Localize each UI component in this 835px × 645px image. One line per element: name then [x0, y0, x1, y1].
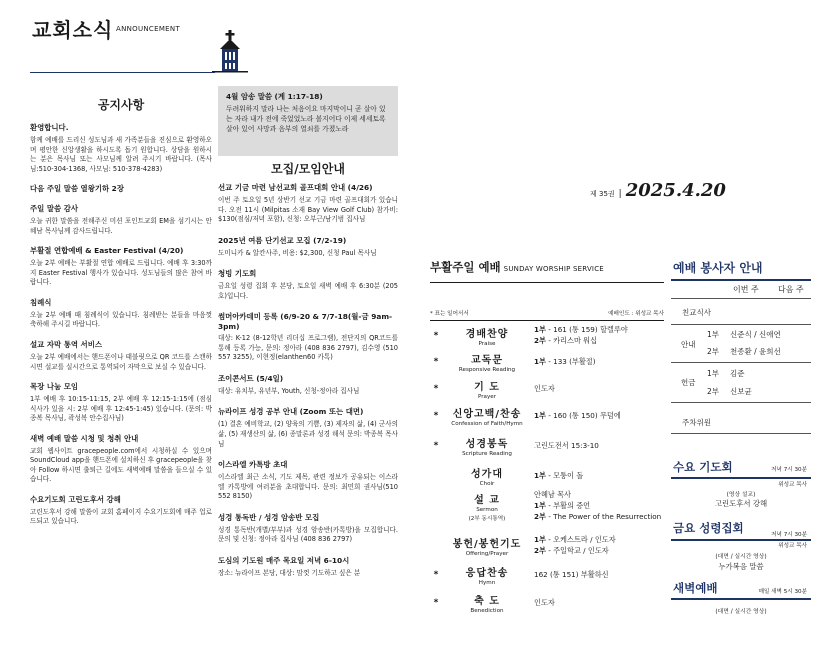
wednesday-service-text: 고린도후서 강해 — [714, 499, 768, 508]
servants-guide-part: 2부 — [707, 347, 720, 356]
bulletin-separator: | — [618, 189, 622, 199]
wednesday-service-note: (영상 설교) — [726, 492, 756, 498]
notice-body: 오늘 2부 예배에서는 핸드폰이나 태블릿으로 QR 코드를 스캔하시면 설교를 실시간으로 통역되어 자막으로 보실 수 있습니다. — [30, 353, 212, 371]
worship-order-detail — [532, 471, 670, 482]
worship-order-label — [442, 405, 532, 427]
header-divider — [30, 72, 215, 73]
notice-item — [30, 203, 212, 236]
worship-order-text: 고린도전서 15:3-10 — [534, 440, 599, 450]
worship-order-text: 1부 — [534, 470, 546, 480]
notice-heading: 새벽 예배 말씀 시청 및 청취 안내 — [30, 433, 139, 443]
worship-order-name-en: Praise — [478, 341, 496, 347]
servants-section-divider — [671, 362, 811, 363]
notice-item — [30, 122, 212, 174]
worship-order-text: 1부 — [534, 535, 546, 545]
worship-order-name: 축 도 — [474, 596, 500, 607]
bulletin-date: 2025.4.20 — [625, 180, 726, 201]
standing-note: * 표는 일어서서 — [430, 311, 469, 317]
servants-guide-names: 천종환 / 윤희선 — [730, 347, 781, 356]
worship-order-line — [534, 411, 670, 422]
worship-divider — [430, 282, 664, 283]
bulletin-date-line — [590, 180, 800, 201]
notice-item — [30, 494, 212, 527]
gathering-body: 도미니카 & 알칸사주, 비용: $2,300, 신청 Paul 목사님 — [218, 248, 377, 257]
gathering-heading: 청빙 기도회 — [218, 269, 257, 279]
notice-body: 교회 웹사이트 gracepeople.com에서 시청하실 수 있으며 SoundCloud app을 핸드폰에 설치하신 후 gracepeople을 찾아 Follow 하시면 출퇴근 길에도 새벽예배 말씀을 들으실 수 있습니다. — [30, 446, 212, 484]
wednesday-service-time: 저녁 7시 30분 — [771, 467, 807, 473]
worship-order-name-en: Sermon — [476, 506, 498, 513]
worship-order-detail — [532, 357, 670, 368]
worship-order-text: - 160 (통 150) 무덤에 — [545, 410, 621, 420]
worship-order-line — [534, 325, 670, 336]
worship-order-name: 봉헌/봉헌기도 — [452, 539, 522, 550]
gathering-heading: 도심의 기도원 매주 목요일 저녁 6-10시 — [218, 555, 350, 565]
worship-order-name: 설 교 — [474, 494, 500, 506]
worship-order-name: 기 도 — [474, 382, 500, 393]
worship-order-name-en: Scripture Reading — [462, 451, 512, 457]
worship-order-line — [534, 501, 670, 512]
gathering-heading: 이스라엘 카톡방 초대 — [218, 460, 288, 470]
worship-order-name: 성경봉독 — [465, 439, 509, 450]
notice-body: 함께 예배를 드리신 성도님과 새 가족분들을 진심으로 환영하오며 평안한 신앙생활을 하시도록 돕기 원합니다. 상담을 원하시는 분은 목사님 또는 사모님께 알려 주시기 바랍니다. (목사님:510-304-1368, 사모님: 510-378-4283) — [30, 136, 212, 173]
worship-order-text: - The Power of the Resurrection — [545, 511, 662, 521]
worship-order-line — [534, 490, 670, 501]
worship-order-row — [430, 325, 670, 347]
friday-service-title: 금요 성령집회 — [673, 521, 744, 535]
worship-order-row — [430, 378, 670, 400]
friday-service-note: (대면 / 실시간 영상) — [715, 554, 767, 560]
worship-order-row — [430, 405, 670, 427]
worship-order-name-en: Hymn — [478, 580, 496, 586]
servants-section-divider — [671, 324, 811, 325]
worship-order-text: 안혜남 목사 — [534, 490, 572, 499]
order-divider — [430, 320, 664, 321]
notice-item — [30, 339, 212, 372]
notice-body: 오늘 2부 예배는 부활절 연합 예배로 드립니다. 예배 후 3:30까지 Easter Festival 행사가 있습니다. 성도님들의 많은 참여 바랍니다. — [30, 259, 212, 287]
worship-order-name-en: Responsive Reading — [458, 367, 516, 373]
worship-order-name: 신앙고백/찬송 — [452, 409, 522, 420]
worship-order-label — [442, 465, 532, 487]
standing-marker: * — [433, 441, 439, 451]
worship-order-label — [442, 592, 532, 614]
worship-order-row — [430, 592, 670, 614]
dawn-service-time: 매일 새벽 5시 30분 — [758, 589, 807, 595]
notice-body: 오늘 귀한 말씀을 전해주신 미션 포인트교회 EM을 섬기시는 안혜남 목사님께 감사드립니다. — [30, 217, 212, 235]
worship-order-detail — [532, 411, 670, 422]
gathering-item — [218, 235, 398, 259]
gathering-item — [218, 555, 398, 579]
worship-order-name-en: Benediction — [470, 608, 504, 614]
notice-heading: 침례식 — [30, 297, 52, 307]
worship-order-label — [442, 435, 532, 457]
gathering-heading: 썸머아카데미 등록 (6/9-20 & 7/7-18(월-금 9am-3pm) — [218, 312, 393, 332]
worship-title-en: SUNDAY WORSHIP SERVICE — [503, 265, 604, 273]
notices-title: 공지사항 — [97, 98, 145, 112]
worship-order-row — [430, 535, 670, 557]
worship-order-detail — [532, 570, 670, 581]
servants-section-divider — [671, 433, 811, 434]
worship-order-label — [442, 564, 532, 586]
worship-order-row — [430, 490, 670, 522]
gathering-heading: 뉴라이프 성경 공부 안내 (Zoom 또는 대면) — [218, 407, 364, 417]
wednesday-service-title: 수요 기도회 — [673, 460, 733, 474]
notice-item — [30, 381, 212, 424]
worship-order-text: - 161 (통 159) 할렐루야 — [545, 325, 628, 335]
gathering-heading: 조이콘서트 (5/4일) — [218, 373, 284, 383]
worship-order-name: 교독문 — [471, 355, 503, 366]
worship-order-name: 성가대 — [471, 469, 503, 480]
gathering-body: 대상: 유치부, 유년부, Youth, 신청-정아라 집사님 — [218, 386, 360, 395]
servants-welcome-label: 친교식사 — [682, 308, 711, 317]
church-icon — [212, 30, 248, 74]
worship-order-line — [534, 336, 670, 347]
worship-order-text: 1부 — [534, 325, 546, 335]
gathering-body: 이번 주 토요일 5년 상반기 선교 기금 마련 골프대회가 있습니다. 오전 11시 (Milpitas 소재 Bay View Golf Club) 참가비: $130(점심/저녁 포함), 신청: 오부근/남기범 집사님 — [218, 196, 398, 224]
servants-divider — [671, 279, 811, 281]
worship-order-line — [534, 512, 670, 523]
worship-order-text: - 부활의 증언 — [545, 500, 591, 510]
gathering-heading: 성경 통독반 / 성경 암송반 모집 — [218, 512, 320, 522]
worship-order-detail — [532, 598, 670, 609]
worship-order-name-en: Choir — [479, 481, 495, 487]
servants-title: 예배 봉사자 안내 — [673, 261, 763, 275]
worship-order-row — [430, 351, 670, 373]
servants-parking-label: 주차위원 — [682, 418, 711, 427]
friday-service-text: 누가복음 말씀 — [718, 562, 764, 571]
servants-offering-part: 1부 — [707, 369, 720, 378]
worship-order-line — [534, 535, 670, 546]
worship-order-name-en: Prayer — [477, 394, 497, 400]
worship-order-text: 2부 — [534, 336, 546, 345]
dawn-service-title: 새벽예배 — [673, 581, 718, 595]
memory-verse-heading: 4월 암송 말씀 (계 1:17-18) — [226, 92, 323, 101]
standing-marker: * — [433, 357, 439, 367]
servants-offering-names: 신보균 — [730, 387, 752, 396]
notice-item — [30, 297, 212, 330]
page-subtitle: ANNOUNCEMENT — [116, 25, 181, 33]
standing-marker: * — [433, 598, 439, 608]
notice-heading: 부활절 연합예배 & Easter Festival (4/20) — [30, 246, 184, 256]
notices-list — [30, 122, 212, 536]
worship-order-text: 인도자 — [534, 597, 555, 607]
dawn-service-note: (대면 / 실시간 영상) — [715, 609, 767, 615]
gathering-heading: 선교 기금 마련 남선교회 골프대회 안내 (4/26) — [218, 183, 373, 192]
friday-service-leader: 위성교 목사 — [778, 543, 807, 549]
worship-order-text: - 주일학교 / 인도자 — [545, 546, 609, 555]
gathering-heading: 2025년 여름 단기선교 모집 (7/2-19) — [218, 235, 347, 245]
worship-order-text: 2부 — [534, 546, 546, 555]
notice-item — [30, 433, 212, 485]
worship-title-ko: 부활주일 예배 — [430, 260, 501, 274]
gathering-body: 이스라엘 최근 소식, 기도 제목, 관련 정보가 공유되는 이스라엘 카톡방에 여러분을 초대합니다. 문의: 최민희 권사님(510 552 8150) — [218, 473, 398, 501]
notice-heading: 목장 나눔 모임 — [30, 382, 78, 392]
worship-order-line — [534, 471, 670, 482]
servants-section-divider — [671, 402, 811, 403]
servants-section-divider — [671, 298, 811, 299]
worship-title — [430, 259, 604, 275]
gathering-item — [218, 311, 398, 363]
servants-guide-names: 신준식 / 신애연 — [730, 330, 781, 339]
worship-order-row — [430, 435, 670, 457]
servants-offering-names: 김준 — [730, 369, 745, 378]
standing-marker: * — [433, 331, 439, 341]
worship-order-detail — [532, 535, 670, 557]
worship-order-label — [442, 378, 532, 400]
worship-order-label — [442, 351, 532, 373]
worship-order-label — [442, 491, 532, 522]
worship-order-line — [534, 384, 670, 395]
standing-marker: * — [433, 384, 439, 394]
worship-meta — [430, 309, 664, 317]
notice-item — [30, 183, 212, 194]
gathering-item — [218, 459, 398, 502]
worship-order-detail — [532, 325, 670, 347]
notice-item — [30, 245, 212, 288]
gathering-body: 대상: K-12 (8-12학년 리더십 프로그램), 전단지의 QR코드를 통해 등록 가능, 문의: 정아라 (408 836 2797), 김수영 (510 557 3255), 이현정(elanthen60 카톡) — [218, 334, 398, 362]
gathering-body: (1) 결혼 예비학교, (2) 양육의 기쁨, (3) 제자의 삶, (4) 군사의 삶, (5) 재생산의 삶, (6) 종말론과 성경 해석 문의: 박종복 목사님 — [218, 420, 398, 448]
worship-order-text: 1부 — [534, 410, 546, 420]
worship-order-text: 2부 — [534, 511, 546, 521]
standing-marker: * — [433, 570, 439, 580]
gatherings-list — [218, 182, 398, 588]
servants-this-week: 이번 주 — [733, 285, 759, 294]
worship-order-name: 응답찬송 — [465, 568, 509, 579]
worship-order-text: - 모퉁이 돌 — [545, 470, 584, 480]
wednesday-service-divider — [671, 477, 811, 479]
servants-offering-part: 2부 — [707, 387, 720, 396]
gathering-body: 장소: 뉴라이프 본당, 대상: 맘껏 기도하고 싶은 분 — [218, 568, 361, 577]
worship-order-detail — [532, 441, 670, 452]
worship-order-text: - 카리스마 워십 — [545, 336, 598, 345]
notice-heading: 다음 주일 말씀 열왕기하 2장 — [30, 184, 124, 194]
worship-order-row — [430, 564, 670, 586]
notice-body: 고린도후서 강해 말씀이 교회 홈페이지 수요기도회에 매주 업로드되고 있습니다. — [30, 507, 212, 526]
worship-order-line — [534, 570, 670, 581]
worship-order-text: 1부 — [534, 356, 546, 366]
worship-leader: 예배인도 : 위성교 목사 — [608, 311, 664, 317]
worship-order-line — [534, 441, 670, 452]
friday-service-time: 저녁 7시 30분 — [771, 532, 807, 538]
gathering-item — [218, 406, 398, 449]
notice-body: 1부 예배 후 10:15-11:15, 2부 예배 후 12:15-1:15에 (점심 식사가 있을 시: 2부 예배 후 12:45-1:45) 있습니다. (문의: 박종복 목사님, 곽성복 안수집사님) — [30, 395, 212, 423]
worship-order-text: - 133 (부활절) — [545, 356, 596, 366]
gathering-body: 성경 통독반(개별/부부)과 성경 암송반(카톡방)을 모집합니다. 문의 및 신청: 정아라 집사님 (408 836 2797) — [218, 525, 398, 544]
gatherings-title: 모집/모임안내 — [271, 162, 345, 176]
worship-order-text: - 오케스트라 / 인도자 — [545, 535, 616, 545]
worship-order-text: 인도자 — [534, 383, 555, 393]
worship-order-line — [534, 598, 670, 609]
worship-order-label — [442, 325, 532, 347]
notice-heading: 수요기도회 고린도후서 강해 — [30, 494, 121, 504]
worship-order-label — [442, 535, 532, 557]
wednesday-service-leader: 위성교 목사 — [778, 482, 807, 488]
gathering-item — [218, 512, 398, 545]
worship-order-line — [534, 357, 670, 368]
memory-verse-text: 두려워하지 말라 나는 처음이요 마지막이니 곧 살아 있는 자라 내가 전에 죽었었노라 볼지어다 이제 세세토록 살아 있어 사망과 음부의 열쇠를 가졌노라 — [226, 105, 386, 133]
worship-order-name-en: Offering/Prayer — [465, 551, 509, 557]
servants-next-week: 다음 주 — [778, 285, 804, 294]
worship-order-detail — [532, 384, 670, 395]
notice-heading: 주일 말씀 감사 — [30, 204, 78, 214]
worship-order-text: 1부 — [534, 500, 546, 510]
notice-body: 오늘 2부 예배 때 침례식이 있습니다. 침례받는 분들을 마음껏 축하해 주시길 바랍니다. — [30, 310, 212, 329]
gathering-body: 금요일 성령 집회 후 본당, 토요일 새벽 예배 후 6:30분 (205호)입니다. — [218, 282, 398, 300]
worship-order-note: (2부 동시통역) — [468, 515, 506, 522]
worship-order-text: 162 (통 151) 부활하신 — [534, 569, 609, 579]
dawn-service-divider — [671, 598, 811, 600]
worship-order-detail — [532, 490, 670, 522]
worship-order-row — [430, 465, 670, 487]
gathering-item — [218, 268, 398, 301]
servants-guide-label: 안내 — [681, 340, 696, 349]
worship-order-name-en: Confession of Faith/Hymn — [451, 421, 523, 427]
servants-offering-label: 헌금 — [681, 378, 696, 387]
worship-order-line — [534, 546, 670, 557]
gathering-item — [218, 373, 398, 397]
worship-order-name: 경배찬양 — [465, 329, 509, 340]
bulletin-volume: 제 35권 — [590, 190, 615, 198]
notice-heading: 설교 자막 통역 서비스 — [30, 340, 102, 350]
notice-heading: 환영합니다. — [30, 123, 69, 132]
page-title: 교회소식 — [32, 18, 114, 42]
memory-verse-box — [218, 86, 398, 156]
standing-marker: * — [433, 411, 439, 421]
gathering-item — [218, 182, 398, 225]
servants-guide-part: 1부 — [707, 330, 720, 339]
